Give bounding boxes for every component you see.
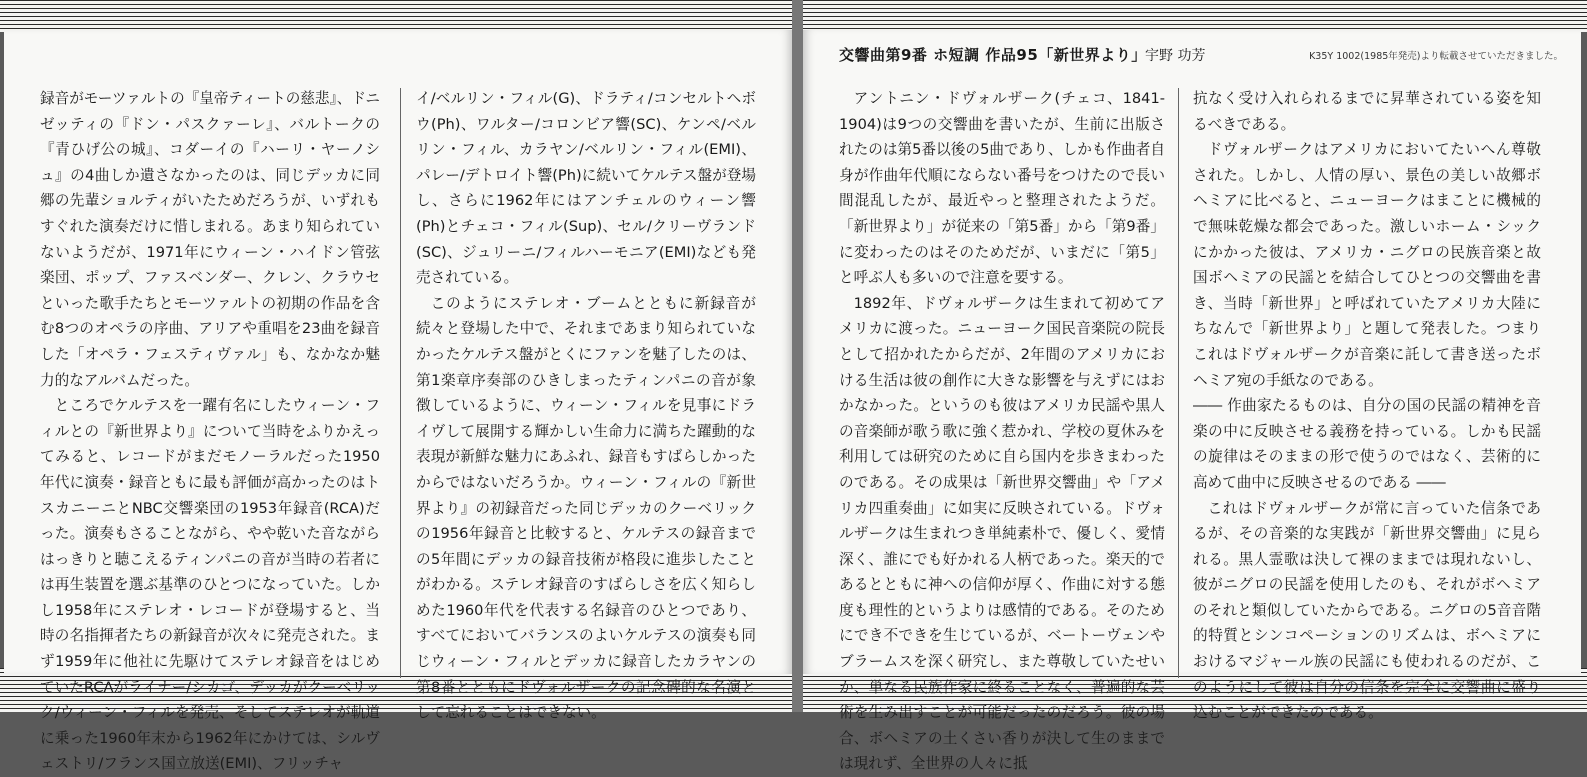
article-title: 交響曲第9番 ホ短調 作品95「新世界より」 <box>839 46 1147 64</box>
paragraph: イ/ベルリン・フィル(G)、ドラティ/コンセルトヘボウ(Ph)、ワルター/コロンビア響(SC)、ケンペ/ベルリン・フィル、カラヤン/ベルリン・フィル(EMI)、パレー/デトロイト響(Ph)に続いてケルテス盤が登場し、さらに1962年にはアンチェルのウィーン響(Ph)とチェコ・フィル(Sup)、セル/クリーヴランド(SC)、ジュリーニ/フィルハーモニア(EMI)なども発売されている。 <box>416 90 756 287</box>
column-divider <box>400 88 401 678</box>
paragraph: 抗なく受け入れられるまでに昇華されている姿を知るべきである。 <box>1193 90 1541 133</box>
paragraph: 1892年、ドヴォルザークは生まれて初めてアメリカに渡った。ニューヨーク国民音楽院の院長として招かれたからだが、2年間のアメリカにおける生活は彼の創作に大きな影響を与えずにはおかなかった。というのも彼はアメリカ民謡や黒人の音楽師が歌う歌に強く惹かれ、学校の夏休みを利用しては研究のために自ら国内を歩きまわったのである。その成果は「新世界交響曲」や「アメリカ四重奏曲」に如実に反映されている。ドヴォルザークは生まれつき単純素朴で、優しく、愛情深く、誰にでも好かれる人柄であった。楽天的であるとともに神への信仰が厚く、作曲に対する態度も理性的というよりは感情的である。そのためにでき不できを生じているが、ベートーヴェンやブラームスを深く研究し、また尊敬していたせいか、単なる民族作家に終ることなく、普遍的な芸術を生み出すことが可能だったのだろう。彼の場合、ボヘミアの土くさい香りが決して生のままでは現れず、全世界の人々に抵 <box>839 294 1165 773</box>
paragraph: ドヴォルザークはアメリカにおいてたいへん尊敬された。しかし、人情の厚い、景色の美しい故郷ボヘミアに比べると、ニューヨークはまことに機械的で無味乾燥な都会であった。激しいホーム・シックにかかった彼は、アメリカ・ニグロの民族音楽と故国ボヘミアの民謡とを結合してひとつの交響曲を書き、当時「新世界」と呼ばれていたアメリカ大陸にちなんで「新世界より」と題して発表した。つまりこれはドヴォルザークが音楽に託して書き送ったボヘミア宛の手紙なのである。 <box>1193 141 1541 389</box>
book-gutter <box>792 0 803 712</box>
left-page <box>4 30 792 773</box>
paragraph: これはドヴォルザークが常に言っていた信条であるが、その音楽的な実践が「新世界交響曲」に見られる。黒人霊歌は決して裸のままでは現れないし、彼がニグロの民謡を使用したのも、それがボヘミアのそれと類似していたからである。ニグロの5音音階的特質とシンコペーションのリズムは、ボヘミアにおけるマジャール族の民謡にも使われるのだが、このようにして彼は自分の信条を完全に交響曲に盛り込むことができたのである。 <box>1193 499 1541 722</box>
article-header <box>839 44 1563 66</box>
article-author: 宇野 功芳 <box>1145 48 1206 64</box>
paragraph: このようにステレオ・ブームとともに新録音が続々と登場した中で、それまであまり知られていなかったケルテス盤がとくにファンを魅了したのは、第1楽章序奏部のひきしまったティンパニの音が象徴しているように、ウィーン・フィルを見事にドライヴして展開する輝かしい生命力に満ちた躍動的な表現が新鮮な魅力にあふれ、録音もすばらしかったからではないだろうか。ウィーン・フィルの『新世界より』の初録音だった同じデッカのクーベリックの1956年録音と比較すると、ケルテスの録音までの5年間にデッカの録音技術が格段に進歩したことがわかる。ステレオ録音のすばらしさを広く知らしめた1960年代を代表する名録音のひとつであり、すべてにおいてバランスのよいケルテスの演奏も同じウィーン・フィルとデッカに録音したカラヤンの第8番とともにドヴォルザークの記念碑的な名演として忘れることはできない。 <box>416 294 756 722</box>
column-divider <box>1178 88 1179 678</box>
quote-paragraph: ―― 作曲家たるものは、自分の国の民謡の精神を音楽の中に反映させる義務を持っている。しかも民謡の旋律はそのままの形で使うのではなく、芸術的に高めて曲中に反映させるのである ―― <box>1193 397 1541 491</box>
paragraph: 録音がモーツァルトの『皇帝ティートの慈悲』、ドニゼッティの『ドン・パスクァーレ』、バルトークの『青ひげ公の城』、コダーイの『ハーリ・ヤーノシュ』の4曲しか遺さなかったのは、同じデッカに同郷の先輩ショルティがいたためだろうが、いずれもすぐれた演奏だけに惜しまれる。あまり知られていないようだが、1971年にウィーン・ハイドン管弦楽団、ポップ、ファスベンダー、クレン、クラウセといった歌手たちとモーツァルトの初期の作品を含む8つのオペラの序曲、アリアや重唱を23曲を録音した「オペラ・フェスティヴァル」も、なかなか魅力的なアルバムだった。 <box>40 90 380 389</box>
left-column-2 <box>416 86 756 726</box>
paragraph: アントニン・ドヴォルザーク(チェコ、1841-1904)は9つの交響曲を書いたが、生前に出版されたのは第5番以後の5曲であり、しかも作曲者自身が作曲年代順にならない番号をつけたので長い間混乱したが、最近やっと整理されたようだ。「新世界より」が従来の「第5番」から「第9番」に変わったのはそのためだが、いまだに「第5」と呼ぶ人も多いので注意を要する。 <box>839 90 1165 287</box>
reprint-note: K35Y 1002(1985年発売)より転載させていただきました。 <box>1309 51 1563 62</box>
right-column-2 <box>1193 86 1541 726</box>
paragraph: ところでケルテスを一躍有名にしたウィーン・フィルとの『新世界より』について当時をふりかえってみると、レコードがまだモノーラルだった1950年代に演奏・録音ともに最も評価が高かったのはトスカニーニとNBC交響楽団の1953年録音(RCA)だった。演奏もさることながら、やや乾いた音ながらはっきりと聴こえるティンパニの音が当時の若者には再生装置を選ぶ基準のひとつになっていた。しかし1958年にステレオ・レコードが登場すると、当時の名指揮者たちの新録音が次々に発売された。まず1959年に他社に先駆けてステレオ録音をはじめていたRCAがライナー/シカゴ、デッカがクーベリック/ウィーン・フィルを発売、そしてステレオが軌道に乗った1960年末から1962年にかけては、シルヴェストリ/フランス国立放送(EMI)、フリッチャ <box>40 397 380 773</box>
right-column-1 <box>839 86 1165 777</box>
right-page <box>803 30 1581 773</box>
left-column-1 <box>40 86 380 777</box>
